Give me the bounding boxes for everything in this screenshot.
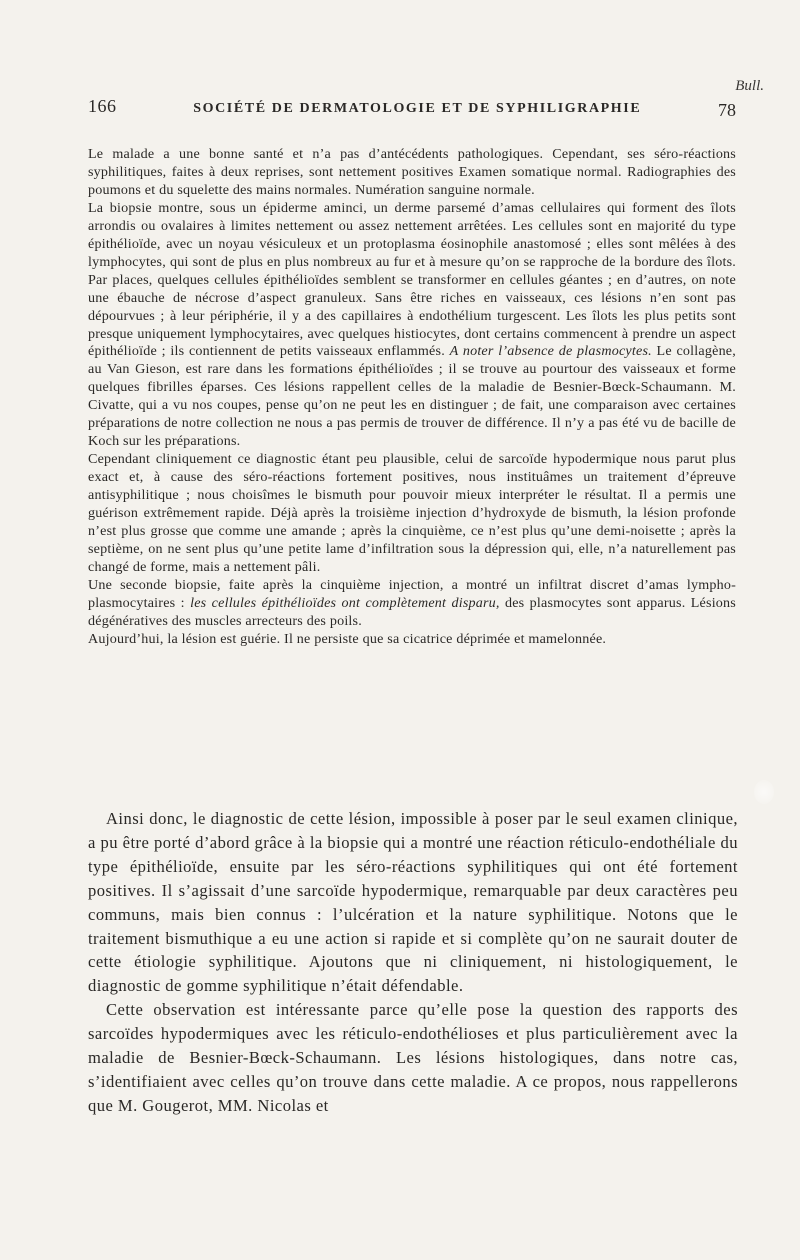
paragraph-outcome: [88, 631, 736, 649]
journal-title: SOCIÉTÉ DE DERMATOLOGIE ET DE SYPHILIGRAPHIE: [193, 101, 642, 116]
paragraph-text: Une seconde biopsie, faite après la cinquième injection, a montré un infiltrat discret d’amas lympho-plasmocytaires :: [88, 576, 736, 611]
italic-emphasis: A noter l’absence de plasmocytes.: [449, 343, 652, 360]
page-number: 166: [88, 96, 117, 116]
paragraph-observation: Cette observation est intéressante parce qu’elle pose la question des rapports des sarcoïdes hypodermiques avec les réticulo-endothélioses et plus particulièrement avec la maladie de Besnier-Bœck-Schaumann. Les lésions histologiques, dans notre cas, s’identifiaient avec celles qu’on trouve dans cette maladie. A ce propos, nous rappellerons que M. Gougerot, MM. Nicolas et: [88, 1000, 738, 1115]
paragraph-text: Le collagène, au Van Gieson, est rare dans les formations épithélioïdes ; il se trouve au pourtour des vaisseaux et forme quelques fibrilles éparses. Ces lésions rappellent celles de la maladie de Besnier-Bœck-Schaumann. M. Civatte, qui a vu nos coupes, pense qu’on ne peut les en distinguer ; de fait, une comparaison avec certaines préparations de notre collection ne nous a pas permis de trouver de différence. Il n’y a pas été vu de bacille de Koch sur les préparations.: [88, 343, 736, 450]
discussion-text: [88, 807, 738, 1118]
running-header: [88, 96, 736, 122]
paragraph-diagnosis: Ainsi donc, le diagnostic de cette lésion, impossible à poser par le seul examen clinique, a pu être porté d’abord grâce à la biopsie qui a montré une réaction réticulo-endothéliale du type épithélioïde, ensuite par les séro-réactions syphilitiques qui ont été fortement positives. Il s’agissait d’une sarcoïde hypodermique, remarquable par deux caractères peu communs, mais bien connus : l’ulcération et la nature syphilitique. Notons que le traitement bismuthique a eu une action si rapide et si complète qu’on ne saurait douter de cette étiologie syphilitique. Ajoutons que ni cliniquement, ni histologiquement, le diagnostic de gomme syphilitique n’était défendable.: [88, 809, 738, 996]
paper-blemish: [754, 780, 774, 804]
paragraph-text: des plasmocytes sont apparus. Lésions dégénératives des muscles arrecteurs des poils.: [88, 594, 736, 629]
volume-number: 78: [717, 100, 736, 120]
paragraph-biopsy: [88, 200, 736, 451]
case-report-text: [88, 146, 736, 649]
bull-annotation: Bull.: [735, 78, 764, 94]
paragraph-text: Cependant cliniquement ce diagnostic étant peu plausible, celui de sarcoïde hypodermique nous parut plus exact et, à cause des séro-réactions fortement positives, nous instituâmes un traitement d’épreuve antisyphilitique ; nous choisîmes le bismuth pour pouvoir mieux interpréter le résultat. Il a permis une guérison extrêmement rapide. Déjà après la troisième injection d’hydroxyde de bismuth, la lésion profonde n’est plus grosse que comme une amande ; après la cinquième, ce n’est plus qu’une demi-noisette ; après la septième, on ne sent plus qu’une petite lame d’infiltration sous la dépression qui, elle, n’a naturellement pas changé de forme, mais a nettement pâli.: [88, 451, 736, 575]
paragraph-text: Le malade a une bonne santé et n’a pas d’antécédents pathologiques. Cependant, ses séro-réactions syphilitiques, faites à deux reprises, sont nettement positives Examen somatique normal. Radiographies des poumons et du squelette des mains normales. Numération sanguine normale.: [88, 146, 736, 198]
paragraph-second-biopsy: [88, 577, 736, 631]
paragraph-text: La biopsie montre, sous un épiderme aminci, un derme parsemé d’amas cellulaires qui forment des îlots arrondis ou ovalaires à limites nettement ou assez nettement arrêtées. Les cellules sont en majorité du type épithélioïde, avec un noyau vésiculeux et un protoplasma éosinophile anastomosé ; elles sont mêlées à des lymphocytes, qui sont de plus en plus nombreux au fur et à mesure qu’on se rapproche de la bordure des îlots. Par places, quelques cellules épithélioïdes semblent se transformer en cellules géantes ; en d’autres, on note une ébauche de nécrose d’aspect granuleux. Sans être riches en vaisseaux, ces lésions n’en sont pas dépourvues ; à leur périphérie, il y a des capillaires à endothélium turgescent. Les îlots les plus petits sont presque uniquement lymphocytaires, avec quelques histiocytes, dont certains commencent à prendre un aspect épithélioïde ; ils contiennent de petits vaisseaux enflammés.: [88, 199, 736, 360]
paragraph-clinical-exam: [88, 146, 736, 200]
paragraph-text: Aujourd’hui, la lésion est guérie. Il ne persiste que sa cicatrice déprimée et mamelonnée.: [88, 630, 607, 647]
paragraph-treatment: [88, 451, 736, 577]
italic-emphasis: les cellules épithélioïdes ont complètement disparu,: [190, 594, 500, 611]
